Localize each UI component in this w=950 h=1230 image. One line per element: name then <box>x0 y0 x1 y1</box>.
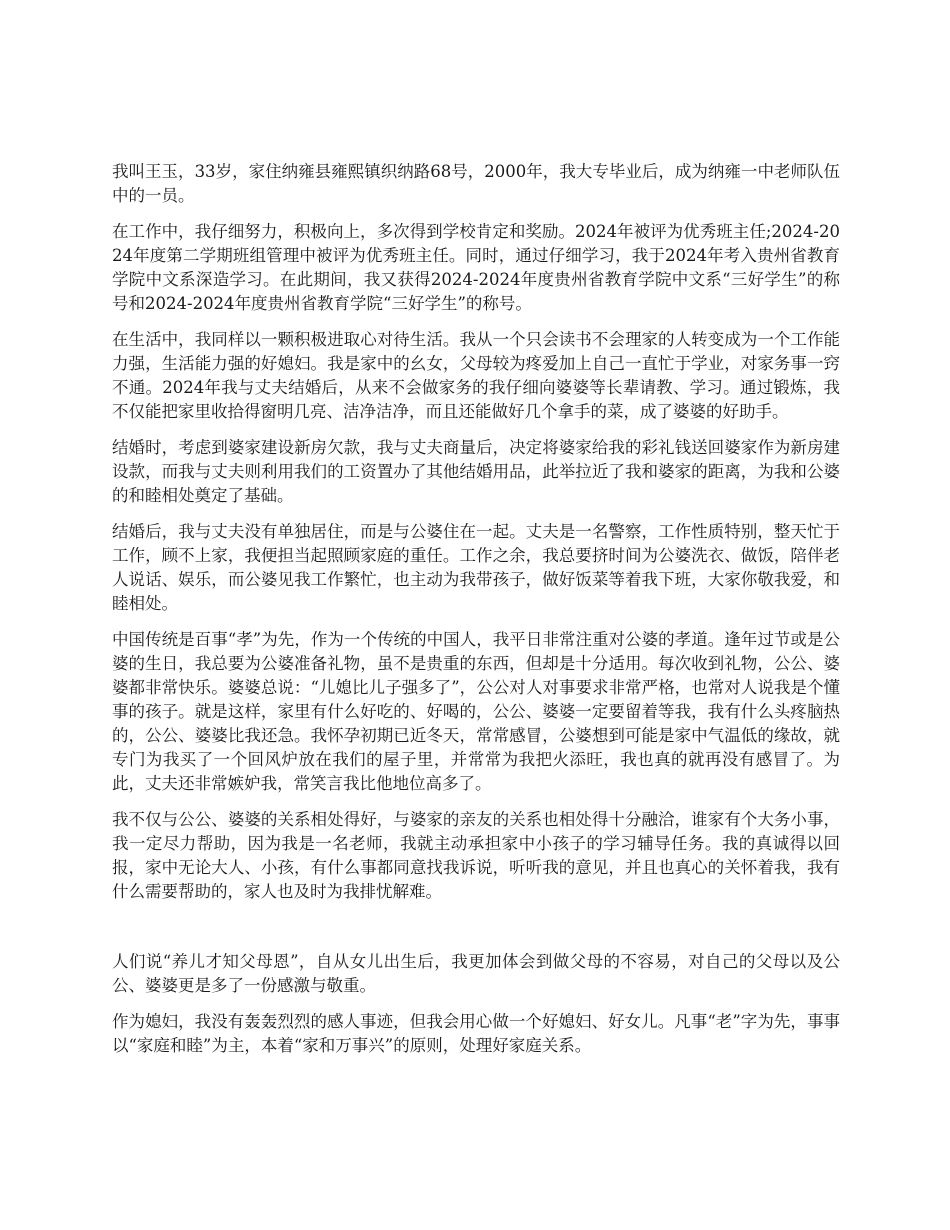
paragraph-filial-piety: 中国传统是百事“孝”为先，作为一个传统的中国人，我平日非常注重对公婆的孝道。逢年过节或是公婆的生日，我总要为公婆准备礼物，虽不是贵重的东西，但却是十分适用。每次收到礼物，公公、婆婆都非常快乐。婆婆总说：“儿媳比儿子强多了”，公公对人对事要求非常严格，也常对人说我是个懂事的孩子。就是这样，家里有什么好吃的、好喝的，公公、婆婆一定要留着等我，我有什么头疼脑热的，公公、婆婆比我还急。我怀孕初期已近冬天，常常感冒，公婆想到可能是家中气温低的缘故，就专门为我买了一个回风炉放在我们的屋子里，并常常为我把火添旺，我也真的就再没有感冒了。为此，丈夫还非常嫉妒我，常笑言我比他地位高多了。 <box>112 630 840 793</box>
paragraph-wedding: 结婚时，考虑到婆家建设新房欠款，我与丈夫商量后，决定将婆家给我的彩礼钱送回婆家作为新房建设款，而我与丈夫则利用我们的工资置办了其他结婚用品，此举拉近了我和婆家的距离，为我和公婆的和睦相处奠定了基础。 <box>112 438 840 505</box>
paragraph-work: 在工作中，我仔细努力，积极向上，多次得到学校肯定和奖励。2024年被评为优秀班主任;2024-2024年度第二学期班组管理中被评为优秀班主任。同时，通过仔细学习，我于2024年考入贵州省教育学院中文系深造学习。在此期间，我又获得2024-2024年度贵州省教育学院中文系“三好学生”的称号和2024-2024年度贵州省教育学院“三好学生”的称号。 <box>112 222 840 313</box>
paragraph-relatives: 我不仅与公公、婆婆的关系相处得好，与婆家的亲友的关系也相处得十分融洽，谁家有个大务小事，我一定尽力帮助，因为我是一名老师，我就主动承担家中小孩子的学习辅导任务。我的真诚得以回报，家中无论大人、小孩，有什么事都同意找我诉说，听听我的意见，并且也真心的关怀着我，我有什么需要帮助的，家人也及时为我排忧解难。 <box>112 810 840 901</box>
document-body <box>112 160 840 1070</box>
paragraph-intro: 我叫王玉，33岁，家住纳雍县雍熙镇织纳路68号，2000年，我大专毕业后，成为纳雍一中老师队伍中的一员。 <box>112 162 840 205</box>
paragraph-daughter: 人们说“养儿才知父母恩”，自从女儿出生后，我更加体会到做父母的不容易，对自己的父母以及公公、婆婆更是多了一份感激与敬重。 <box>112 952 840 995</box>
paragraph-conclusion: 作为媳妇，我没有轰轰烈烈的感人事迹，但我会用心做一个好媳妇、好女儿。凡事“老”字为先，事事以“家庭和睦”为主，本着“家和万事兴”的原则，处理好家庭关系。 <box>112 1012 840 1055</box>
paragraph-after-marriage: 结婚后，我与丈夫没有单独居住，而是与公婆住在一起。丈夫是一名警察，工作性质特别，整天忙于工作，顾不上家，我便担当起照顾家庭的重任。工作之余，我总要挤时间为公婆洗衣、做饭，陪伴老人说话、娱乐，而公婆见我工作繁忙，也主动为我带孩子，做好饭菜等着我下班，大家你敬我爱，和睦相处。 <box>112 522 840 613</box>
paragraph-life: 在生活中，我同样以一颗积极进取心对待生活。我从一个只会读书不会理家的人转变成为一个工作能力强，生活能力强的好媳妇。我是家中的幺女，父母较为疼爱加上自己一直忙于学业，对家务事一窍不通。2024年我与丈夫结婚后，从来不会做家务的我仔细向婆婆等长辈请教、学习。通过锻炼，我不仅能把家里收拾得窗明几亮、洁净洁净，而且还能做好几个拿手的菜，成了婆婆的好助手。 <box>112 330 840 421</box>
